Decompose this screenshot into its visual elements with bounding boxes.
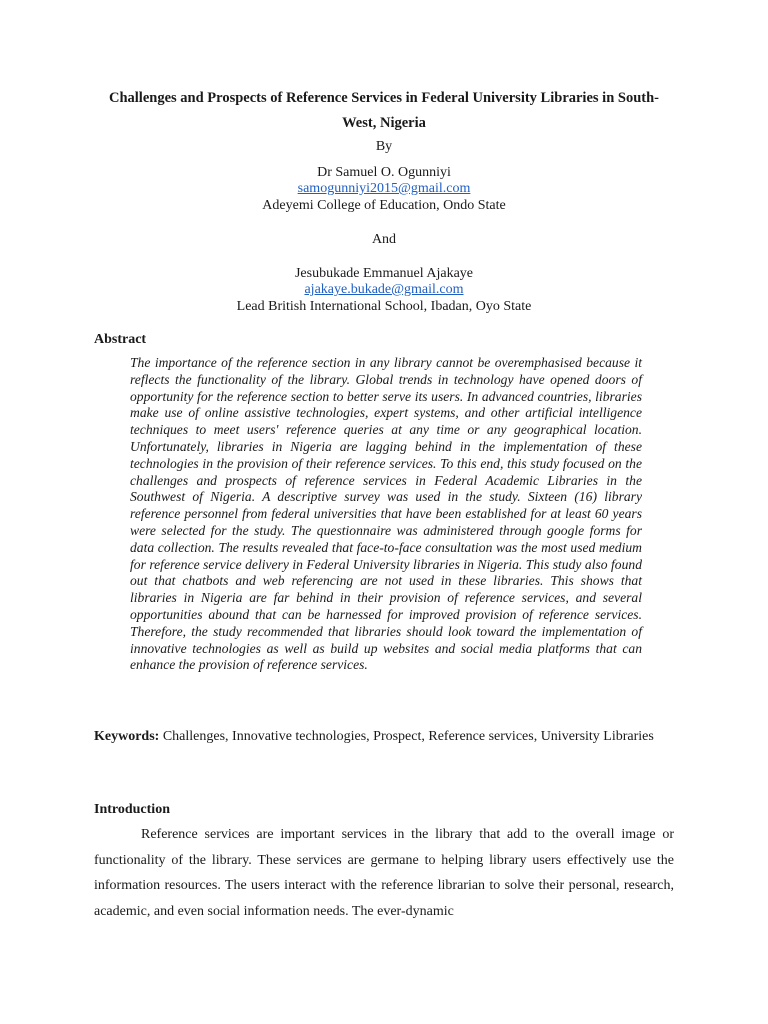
keywords-paragraph <box>94 724 674 749</box>
author1-email-line <box>94 180 674 197</box>
abstract-text: The importance of the reference section in any library cannot be overemphasised because it reflects the functionality of the library. Global trends in technology have opened doors of opportunity for the reference section to better serve its users. In advanced countries, libraries make use of online assistive technologies, expert systems, and other artificial intelligence techniques to meet users' reference queries at any time or any geographical location. Unfortunately, libraries in Nigeria are lagging behind in the implementation of these technologies in the provision of their reference services. To this end, this study focused on the challenges and prospects of reference services in Federal Academic Libraries in the Southwest of Nigeria. A descriptive survey was used in the study. Sixteen (16) library reference personnel from federal universities that have been established for at least 60 years were selected for the study. The questionnaire was administered through google forms for data collection. The results revealed that face-to-face consultation was the most used medium for reference service delivery in Federal University libraries in Nigeria. This study also found out that chatbots and web referencing are not used in these libraries. This shows that libraries in Nigeria are far behind in their provision of reference services, and several opportunities abound that can be harnessed for improved provision of reference services. Therefore, the study recommended that libraries should look toward the implementation of innovative technologies as well as build up websites and social media platforms that can enhance the provision of reference services. <box>130 355 642 673</box>
introduction-text: Reference services are important services in the library that add to the overall image or functionality of the library. These services are germane to helping library users effectively use the information resources. The users interact with the reference librarian to solve their personal, research, academic, and even social information needs. The ever-dynamic <box>94 827 674 919</box>
author1-affiliation: Adeyemi College of Education, Ondo State <box>262 198 506 213</box>
introduction-heading: Introduction <box>94 802 170 817</box>
author1-name: Dr Samuel O. Ogunniyi <box>317 165 451 180</box>
author2-affiliation: Lead British International School, Ibadan, Oyo State <box>236 299 532 314</box>
paper-title: Challenges and Prospects of Reference Services in Federal University Libraries in South-West, Nigeria <box>108 90 659 131</box>
author2-name: Jesubukade Emmanuel Ajakaye <box>294 266 474 281</box>
by-line: By <box>375 139 393 154</box>
and-line: And <box>371 232 397 247</box>
abstract-heading: Abstract <box>94 332 147 347</box>
keywords-label: Keywords: <box>94 729 160 744</box>
author2-email-link[interactable]: ajakaye.bukade@gmail.com <box>304 282 464 297</box>
keywords-text: Challenges, Innovative technologies, Prospect, Reference services, University Libraries <box>159 729 654 744</box>
author1-email-link[interactable]: samogunniyi2015@gmail.com <box>297 181 471 196</box>
author2-email-line <box>94 281 674 298</box>
